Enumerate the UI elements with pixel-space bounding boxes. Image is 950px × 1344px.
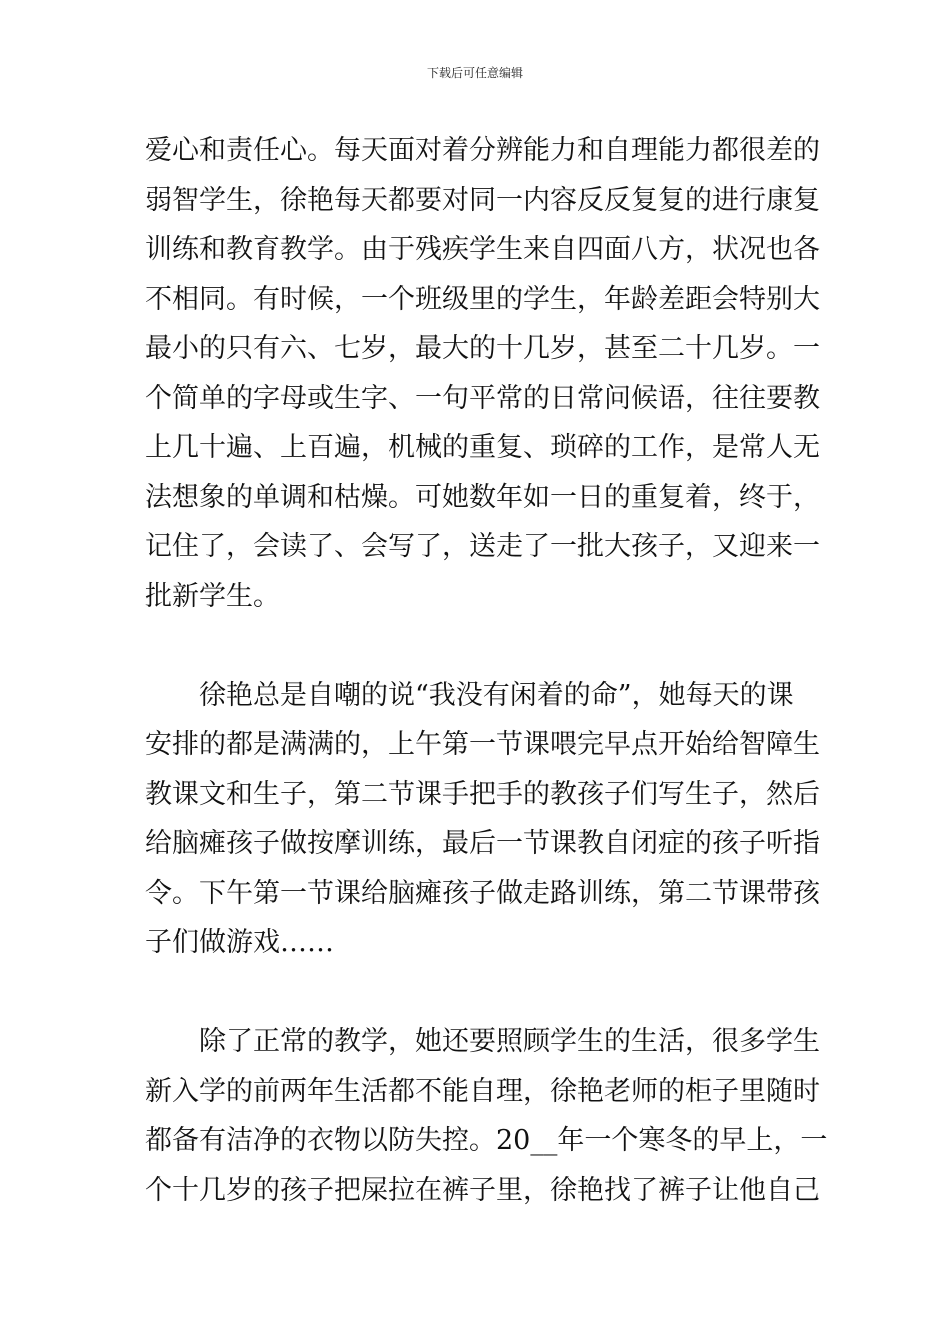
paragraph-1	[145, 126, 820, 621]
text-line: 个十几岁的孩子把屎拉在裤子里，徐艳找了裤子让他自己	[145, 1174, 820, 1206]
text-line: 上几十遍、上百遍，机械的重复、琐碎的工作，是常人无	[145, 432, 820, 463]
text-line: 记住了，会读了、会写了，送走了一批大孩子，又迎来一	[145, 531, 820, 562]
text-line: 法想象的单调和枯燥。可她数年如一日的重复着，终于，	[145, 481, 820, 513]
text-line: 爱心和责任心。每天面对着分辨能力和自理能力都很差的	[145, 135, 820, 166]
text-line: 不相同。有时候，一个班级里的学生，年龄差距会特别大	[145, 283, 820, 315]
text-line: 新入学的前两年生活都不能自理，徐艳老师的柜子里随时	[145, 1075, 820, 1107]
text-line: 教课文和生子，第二节课手把手的教孩子们写生子，然后	[145, 778, 820, 810]
text-line: 令。下午第一节课给脑瘫孩子做走路训练，第二节课带孩	[145, 877, 820, 909]
text-line-indented: 徐艳总是自嘲的说“我没有闲着的命”，她每天的课	[199, 679, 794, 711]
text-line: 给脑瘫孩子做按摩训练，最后一节课教自闭症的孩子听指	[145, 828, 820, 859]
text-line: 个简单的字母或生字、一句平常的日常问候语，往往要教	[145, 382, 820, 414]
page-header: 下载后可任意编辑	[426, 66, 523, 80]
text-line: 子们做游戏……	[145, 927, 334, 958]
paragraph-2	[145, 671, 820, 968]
text-line-indented: 除了正常的教学，她还要照顾学生的生活，很多学生	[199, 1026, 820, 1057]
document-body	[145, 126, 828, 1215]
text-line: 批新学生。	[145, 580, 280, 612]
text-line: 安排的都是满满的，上午第一节课喂完早点开始给智障生	[145, 729, 820, 760]
paragraph-gap	[145, 621, 810, 671]
text-line: 训练和教育教学。由于残疾学生来自四面八方，状况也各	[145, 234, 820, 265]
text-line: 都备有洁净的衣物以防失控。20__年一个寒冬的早上，一	[145, 1125, 828, 1156]
paragraph-3	[145, 1017, 828, 1215]
paragraph-gap	[145, 968, 810, 1018]
text-line: 弱智学生，徐艳每天都要对同一内容反反复复的进行康复	[145, 184, 820, 216]
text-line: 最小的只有六、七岁，最大的十几岁，甚至二十几岁。一	[145, 333, 820, 364]
